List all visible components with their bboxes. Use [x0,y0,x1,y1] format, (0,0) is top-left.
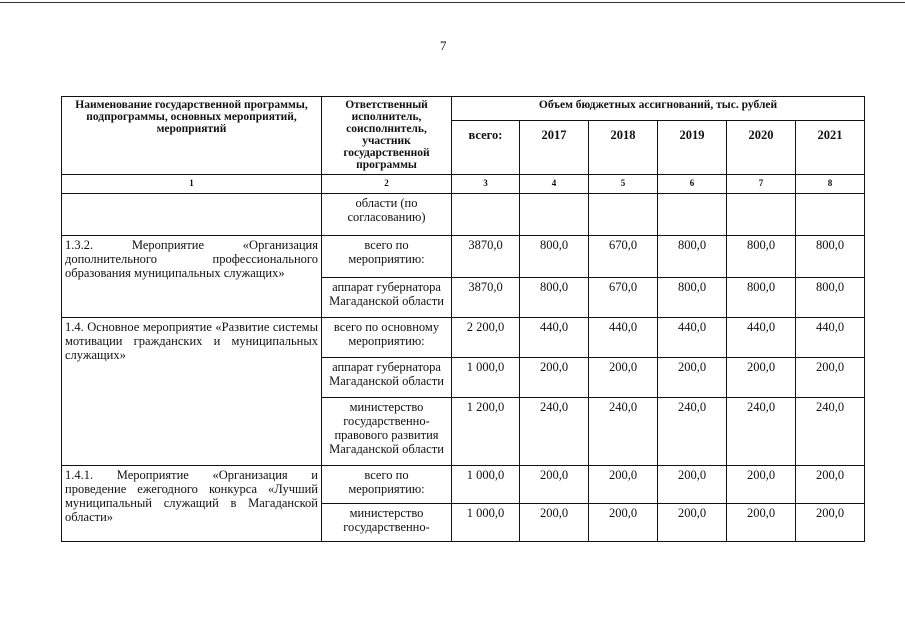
row-name: 1.3.2. Мероприятие «Организация дополнительного профессионального образования муниципальных служащих» [62,236,322,318]
value-total: 3870,0 [452,236,520,278]
header-executor: Ответственный исполнитель, соисполнитель, участник государственной программы [322,97,452,175]
row-name: 1.4.1. Мероприятие «Организация и проведение ежегодного конкурса «Лучший муниципальный служащий в Магаданской области» [62,466,322,542]
value-2018: 200,0 [589,504,658,542]
value-2021: 200,0 [796,358,865,398]
value-2021: 440,0 [796,318,865,358]
value-total: 3870,0 [452,278,520,318]
header-year-2020: 2020 [727,121,796,175]
value-2020: 240,0 [727,398,796,466]
value-2017: 200,0 [520,504,589,542]
value-total: 1 000,0 [452,466,520,504]
value-2019: 200,0 [658,466,727,504]
value-2021: 200,0 [796,466,865,504]
header-year-2019: 2019 [658,121,727,175]
value-2019: 440,0 [658,318,727,358]
value-total: 1 000,0 [452,358,520,398]
header-year-2018: 2018 [589,121,658,175]
table-row [62,236,865,278]
value-2019: 800,0 [658,236,727,278]
value-2019: 200,0 [658,358,727,398]
value-2018: 440,0 [589,318,658,358]
col-number: 2 [322,175,452,194]
col-number: 1 [62,175,322,194]
value-2018: 240,0 [589,398,658,466]
col-number: 8 [796,175,865,194]
header-year-2017: 2017 [520,121,589,175]
header-name: Наименование государственной программы, подпрограммы, основных мероприятий, мероприятий [62,97,322,175]
column-number-row [62,175,865,194]
value-2019: 200,0 [658,504,727,542]
row-executor: аппарат губернатора Магаданской области [322,278,452,318]
value-2017: 200,0 [520,466,589,504]
value-total: 1 000,0 [452,504,520,542]
value-2019 [658,194,727,236]
value-2019: 240,0 [658,398,727,466]
value-2018: 200,0 [589,358,658,398]
page-number: 7 [440,38,447,53]
value-2020: 200,0 [727,358,796,398]
value-2020: 800,0 [727,278,796,318]
header-year-2021: 2021 [796,121,865,175]
value-2019: 800,0 [658,278,727,318]
value-2017: 440,0 [520,318,589,358]
value-2020: 800,0 [727,236,796,278]
value-2020 [727,194,796,236]
row-name: 1.4. Основное мероприятие «Развитие системы мотивации гражданских и муниципальных служащих» [62,318,322,466]
row-executor: всего по мероприятию: [322,466,452,504]
page-top-rule [0,2,905,3]
table-row [62,466,865,504]
value-2018: 670,0 [589,278,658,318]
table-row [62,318,865,358]
value-2017: 800,0 [520,278,589,318]
col-number: 4 [520,175,589,194]
value-2017: 200,0 [520,358,589,398]
row-name [62,194,322,236]
header-volume: Объем бюджетных ассигнований, тыс. рублей [452,97,865,121]
col-number: 3 [452,175,520,194]
value-total: 1 200,0 [452,398,520,466]
value-2017: 240,0 [520,398,589,466]
col-number: 5 [589,175,658,194]
value-2020: 200,0 [727,466,796,504]
value-2017: 800,0 [520,236,589,278]
value-2021: 800,0 [796,236,865,278]
value-2021: 240,0 [796,398,865,466]
value-2020: 200,0 [727,504,796,542]
row-executor: министерство государственно-правового развития Магаданской области [322,398,452,466]
value-2018: 200,0 [589,466,658,504]
header-total: всего: [452,121,520,175]
value-2021: 200,0 [796,504,865,542]
value-2018 [589,194,658,236]
row-executor: аппарат губернатора Магаданской области [322,358,452,398]
value-total: 2 200,0 [452,318,520,358]
value-2021: 800,0 [796,278,865,318]
row-executor: области (по согласованию) [322,194,452,236]
col-number: 7 [727,175,796,194]
budget-table [61,96,865,542]
table-row [62,194,865,236]
value-2017 [520,194,589,236]
value-total [452,194,520,236]
row-executor: министерство государственно- [322,504,452,542]
value-2020: 440,0 [727,318,796,358]
value-2021 [796,194,865,236]
value-2018: 670,0 [589,236,658,278]
row-executor: всего по мероприятию: [322,236,452,278]
row-executor: всего по основному мероприятию: [322,318,452,358]
col-number: 6 [658,175,727,194]
